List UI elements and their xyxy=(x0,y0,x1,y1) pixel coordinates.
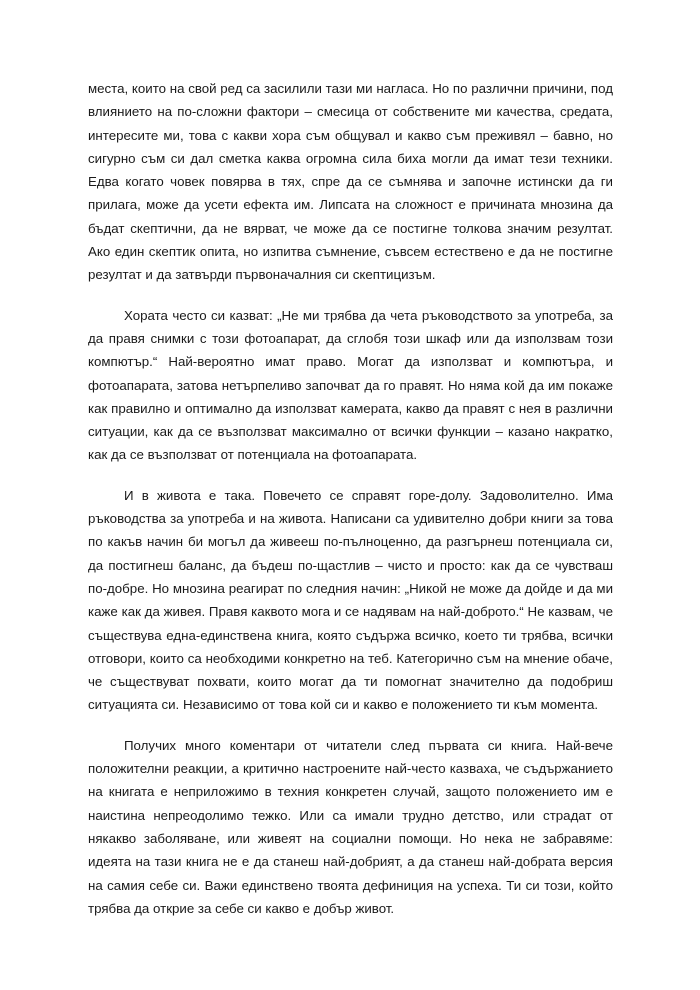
paragraph-2: Хората често си казват: „Не ми трябва да чета ръководството за употреба, за да правя снимки с този фотоапарат, да сглобя този шкаф или да използвам този компютър.“ Най-вероятно имат право. Могат да използват и компютъра, и фотоапарата, затова нетърпеливо започват да го правят. Но няма кой да им покаже как правилно и оптимално да използват камерата, какво да правят с нея в различни ситуации, как да се възползват максимално от всички функции – казано накратко, как да се възползват от потенциала на фотоапарата. xyxy=(88,307,613,463)
body-text xyxy=(88,77,613,937)
paragraph-4: Получих много коментари от читатели след първата си книга. Най-вече положителни реакции, а критично настроените най-често казваха, че съдържанието на книгата е неприложимо в техния конкретен случай, защото положението им е наистина непреодолимо тежко. Или са имали трудно детство, или страдат от някакво заболяване, или живеят на социални помощи. Но нека не забравяме: идеята на тази книга не е да станеш най-добрият, а да станеш най-добрата версия на самия себе си. Важи единствено твоята дефиниция на успеха. Ти си този, който трябва да открие за себе си какво е добър живот. xyxy=(88,737,613,916)
paragraph-1: места, които на свой ред са засилили тази ми нагласа. Но по различни причини, под влиянието на по-сложни фактори – смесица от собствените ми качества, средата, интересите ми, това с какви хора съм общувал и какво съм преживял – бавно, но сигурно съм си дал сметка каква огромна сила биха могли да имат тези техники. Едва когато човек повярва в тях, спре да се съмнява и започне истински да ги прилага, може да усети ефекта им. Липсата на сложност е причината мнозина да бъдат скептични, да не вярват, че може да се постигне толкова значим резултат. Ако един скептик опита, но изпитва съмнение, съвсем естествено е да не постигне резултат и да затвърди първоначалния си скептицизъм. xyxy=(88,81,613,283)
paragraph-3: И в живота е така. Повечето се справят горе-долу. Задоволително. Има ръководства за употреба и на живота. Написани са удивително добри книги за това по какъв начин би могъл да живееш по-пълноценно, да разгърнеш потенциала си, да постигнеш баланс, да бъдеш по-щастлив – чисто и просто: как да се чувстваш по-добре. Но мнозина реагират по следния начин: „Никой не може да дойде и да ми каже как да живея. Правя каквото мога и се надявам на най-доброто.“ Не казвам, че съществува една-единствена книга, която съдържа всичко, което ти трябва, всички отговори, които са необходими конкретно на теб. Категорично съм на мнение обаче, че съществуват похвати, които могат да ти помогнат значително да подобриш ситуацията си. Независимо от това кой си и какво е положението ти към момента. xyxy=(88,487,613,713)
